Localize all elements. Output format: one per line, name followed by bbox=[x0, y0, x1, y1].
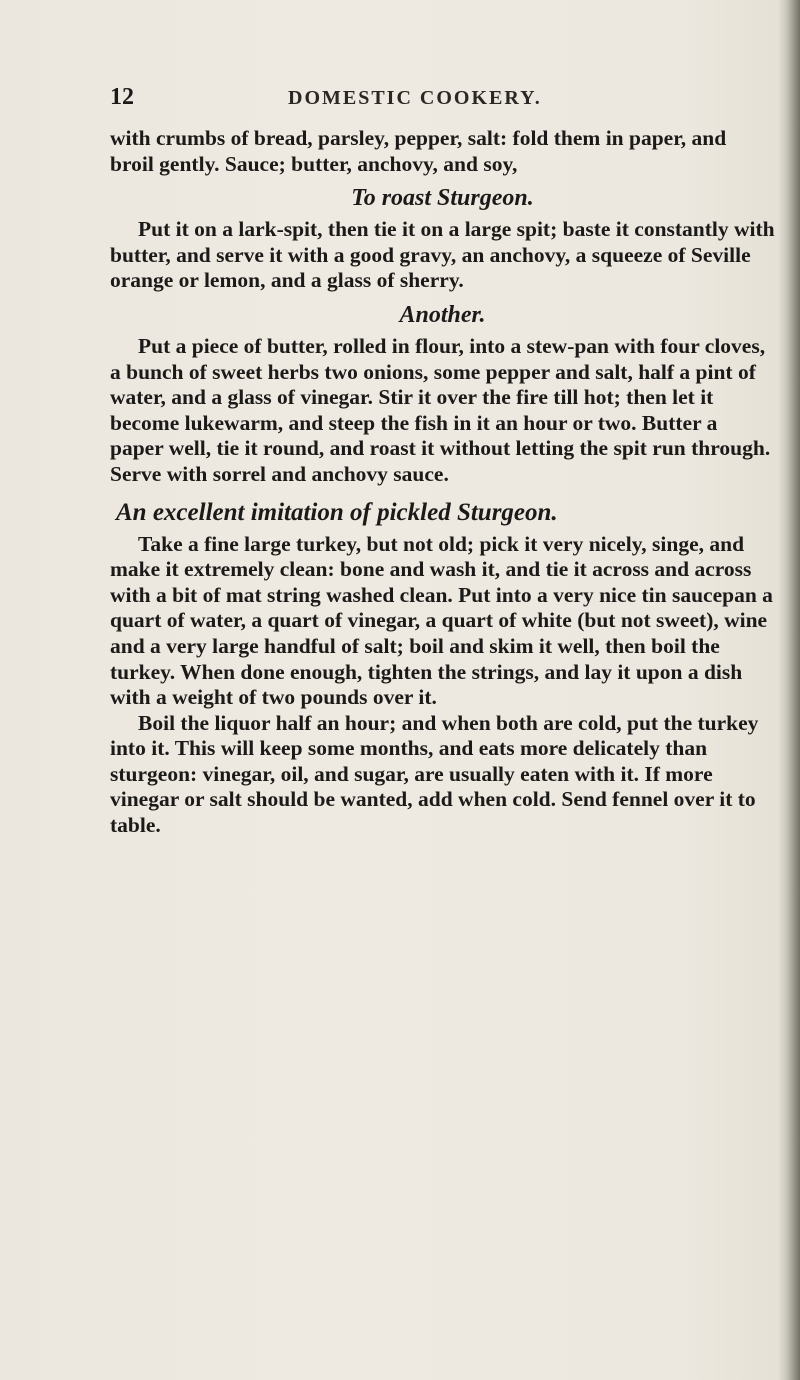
running-head bbox=[110, 84, 730, 116]
recipe-paragraph: Put a piece of butter, rolled in flour, into a stew-pan with four cloves, a bunch of sweet herbs two onions, some pepper and salt, half a pint of water, and a glass of vinegar. Stir it over the fire till hot; then let it become lukewarm, and steep the fish in it an hour or two. Butter a paper well, tie it round, and roast it without letting the spit run through. Serve with sorrel and anchovy sauce. bbox=[110, 333, 771, 486]
page-number: 12 bbox=[110, 84, 134, 110]
section-heading-imitation-pickled-sturgeon: An excellent imitation of pickled Sturgeon. bbox=[116, 498, 558, 526]
intro-paragraph: with crumbs of bread, parsley, pepper, salt: fold them in paper, and broil gently. Sauce; butter, anchovy, and soy, bbox=[110, 126, 727, 176]
recipe-paragraph: Take a fine large turkey, but not old; pick it very nicely, singe, and make it extremely clean: bone and wash it, and tie it across and across with a bit of mat string washed clean. Put into a very nice tin saucepan a quart of water, a quart of vinegar, a quart of white (but not sweet), wine and a very large handful of salt; boil and skim it well, then boil the turkey. When done enough, tighten the strings, and lay it upon a dish with a weight of two pounds over it. bbox=[110, 531, 773, 710]
page-edge-shadow bbox=[778, 0, 800, 1380]
body-text bbox=[110, 126, 775, 839]
recipe-paragraph: Boil the liquor half an hour; and when both are cold, put the turkey into it. This will keep some months, and eats more delicately than sturgeon: vinegar, oil, and sugar, are usually eaten with it. If more vinegar or salt should be wanted, add when cold. Send fennel over it to table. bbox=[110, 710, 759, 838]
running-title: DOMESTIC COOKERY. bbox=[288, 87, 542, 109]
section-heading-roast-sturgeon: To roast Sturgeon. bbox=[351, 185, 534, 212]
section-heading-another: Another. bbox=[399, 301, 486, 328]
recipe-paragraph: Put it on a lark-spit, then tie it on a large spit; baste it constantly with butter, and serve it with a good gravy, an anchovy, a squeeze of Seville orange or lemon, and a glass of sherry. bbox=[110, 217, 775, 293]
